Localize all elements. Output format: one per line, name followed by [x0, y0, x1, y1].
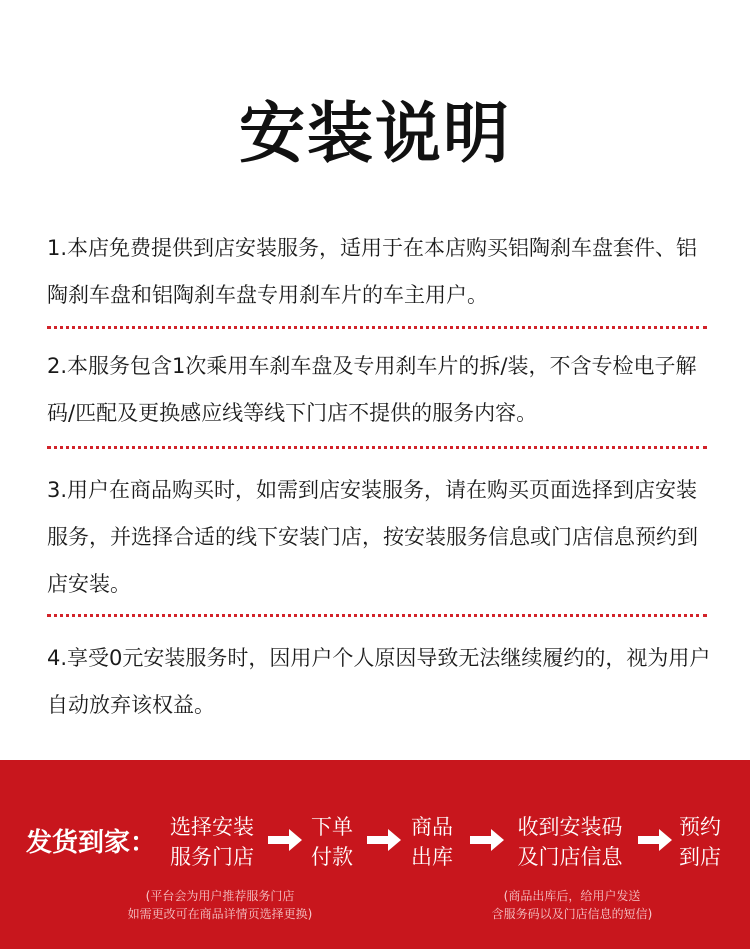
- step-text: 到店: [679, 845, 721, 869]
- flow-step-order-pay: [302, 812, 362, 872]
- right-arrow-icon: [638, 829, 672, 851]
- step-text: 商品: [411, 815, 453, 839]
- flow-step-receive-code: [508, 812, 632, 872]
- step-text: 服务门店: [170, 845, 254, 869]
- dotted-divider: [47, 614, 707, 617]
- delivery-flow-banner: [0, 760, 750, 949]
- flow-step-select-store: [164, 812, 260, 872]
- dotted-divider: [47, 326, 707, 329]
- step-text: 选择安装: [170, 815, 254, 839]
- delivery-label: 发货到家：: [26, 828, 157, 858]
- note-text: (商品出库后，给用户发送: [503, 889, 641, 903]
- step-text: 及门店信息: [517, 845, 623, 869]
- step-text: 预约: [679, 815, 721, 839]
- step-text: 下单: [311, 815, 353, 839]
- flow-step-book-visit: [674, 812, 726, 872]
- step-text: 付款: [311, 845, 353, 869]
- instruction-item-4: 4.享受0元安装服务时，因用户个人原因导致无法继续履约的，视为用户自动放弃该权益。: [47, 646, 711, 717]
- instruction-item-1: 1.本店免费提供到店安装服务，适用于在本店购买铝陶刹车盘套件、铝陶刹车盘和铝陶刹车盘专用刹车片的车主用户。: [47, 236, 698, 307]
- page-title: 安装说明: [239, 95, 511, 172]
- note-text: 如需更改可在商品详情页选择更换): [127, 907, 313, 921]
- right-arrow-icon: [268, 829, 302, 851]
- step-text: 收到安装码: [517, 815, 623, 839]
- right-arrow-icon: [470, 829, 504, 851]
- shipping-sms-note: [462, 887, 682, 923]
- step-text: 出库: [411, 845, 453, 869]
- instruction-item-2: 2.本服务包含1次乘用车刹车盘及专用刹车片的拆/装，不含专检电子解码/匹配及更换感应线等线下门店不提供的服务内容。: [47, 354, 697, 425]
- note-text: 含服务码以及门店信息的短信): [491, 907, 653, 921]
- dotted-divider: [47, 446, 707, 449]
- right-arrow-icon: [367, 829, 401, 851]
- store-select-note: [100, 887, 340, 923]
- note-text: (平台会为用户推荐服务门店: [145, 889, 295, 903]
- flow-step-product-ship: [402, 812, 462, 872]
- instruction-item-3: 3.用户在商品购买时，如需到店安装服务，请在购买页面选择到店安装服务，并选择合适的线下安装门店，按安装服务信息或门店信息预约到店安装。: [47, 478, 698, 596]
